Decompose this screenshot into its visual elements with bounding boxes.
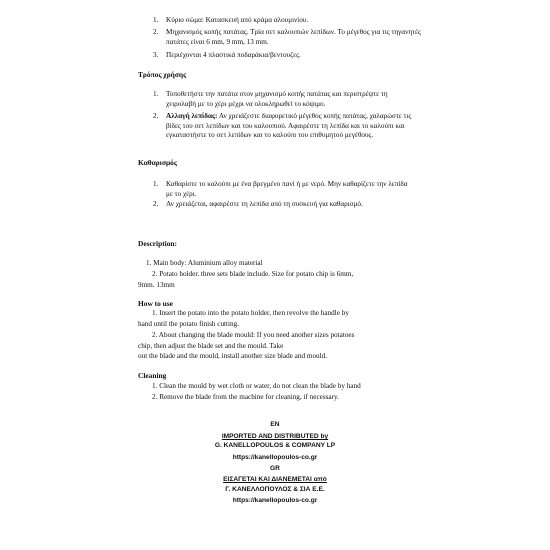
list-number: 1. [153,90,159,98]
list-item: Τοποθετήστε την πατάτα στον μηχανισμό κοπής πατάτας και περιστρέψτε τη χειρολαβή με το χέρι μέχρι να ολοκληρωθεί το κόψιμο. [166,90,388,108]
description-line: 1. Main body: Aluminium alloy material [146,259,263,267]
footer-gr-imported: ΕΙΣΑΓΕΤΑΙ ΚΑΙ ΔΙΑΝΕΜΕΤΑΙ από [223,476,327,483]
list-number: 1. [153,16,159,24]
footer-en-imported: IMPORTED AND DISTRIBUTED by [221,433,329,440]
list-item: Μηχανισμός κοπής πατάτας. Τρία σετ καλουπιών λεπίδων. Το μέγεθος για τις τηγανητές πατάτες είναι 6 mm, 9 mm, 13 mm. [166,28,421,46]
blade-change-label: Αλλαγή λεπίδας: [166,112,218,120]
howto-heading: How to use [138,299,173,308]
description-line: 9mm. 13mm [138,281,175,289]
list-number: 2. [153,112,159,120]
description-line: 2. Potato holder. three sets blade include. Size for potato chip is 6mm, [152,270,354,278]
list-item: Αν χρειάζεται, αφαιρέστε τη λεπίδα από τη συσκευή για καθαρισμό. [166,200,363,208]
howto-line: 1. Insert the potato into the potato holder, then revolve the handle by [152,309,349,317]
footer-en-label: EN [270,421,280,428]
blade-change-text: Αν χρειάζεστε διαφορετικό μέγεθος κοπής πατάτας, χαλαρώστε τις βίδες του σετ λεπίδων και του καλουπιού. Αφαιρέστε τη λεπίδα και το καλούπι και εγκαταστήστε το σετ λεπίδων και το καλούπι του επιθυμητού μεγέθους. [166,112,412,140]
cleaning-heading: Cleaning [138,371,167,380]
cleaning-line: 2. Remove the blade from the machine for cleaning, if necessary. [152,393,339,401]
footer-en-company: G. KANELLOPOULOS & COMPANY LP [214,442,336,449]
footer-gr-label: GR [270,465,280,472]
footer-en-url[interactable]: https://kanellopoulos-co.gr [232,454,318,461]
howto-line: out the blade and the mould, install another size blade and mould. [138,352,328,360]
howto-line: chip, then adjust the blade set and the mould. Take [138,342,284,350]
howto-line: 2. About changing the blade mould: If you need another sizes potatoes [152,331,355,339]
cleaning-line: 1. Clean the mould by wet cloth or water, do not clean the blade by hand [152,382,361,390]
description-heading: Description: [138,239,177,248]
howto-line: hand until the potato finish cutting. [138,320,240,328]
footer-gr-url[interactable]: https://kanellopoulos-co.gr [232,497,318,504]
greek-cleaning-heading: Καθαρισμός [138,158,177,167]
list-item: Καθαρίστε το καλούπι με ένα βρεγμένο πανί ή με νερό. Μην καθαρίζετε την λεπίδα με το χέρι. [166,180,408,198]
list-item [166,112,416,141]
footer-gr-company: Γ. ΚΑΝΕΛΛΟΠΟΥΛΟΣ & ΣΙΑ Ε.Ε. [225,486,325,493]
list-number: 1. [153,180,159,188]
list-number: 3. [153,51,159,59]
list-item: Κύριο σώμα: Κατασκευή από κράμα αλουμινίου. [166,16,309,24]
list-number: 2. [153,200,159,208]
greek-usage-heading: Τρόπος χρήσης [138,70,187,79]
list-item: Περιέχονται 4 πλαστικά ποδαράκια/βεντουζες. [166,51,301,59]
list-number: 2. [153,28,159,36]
